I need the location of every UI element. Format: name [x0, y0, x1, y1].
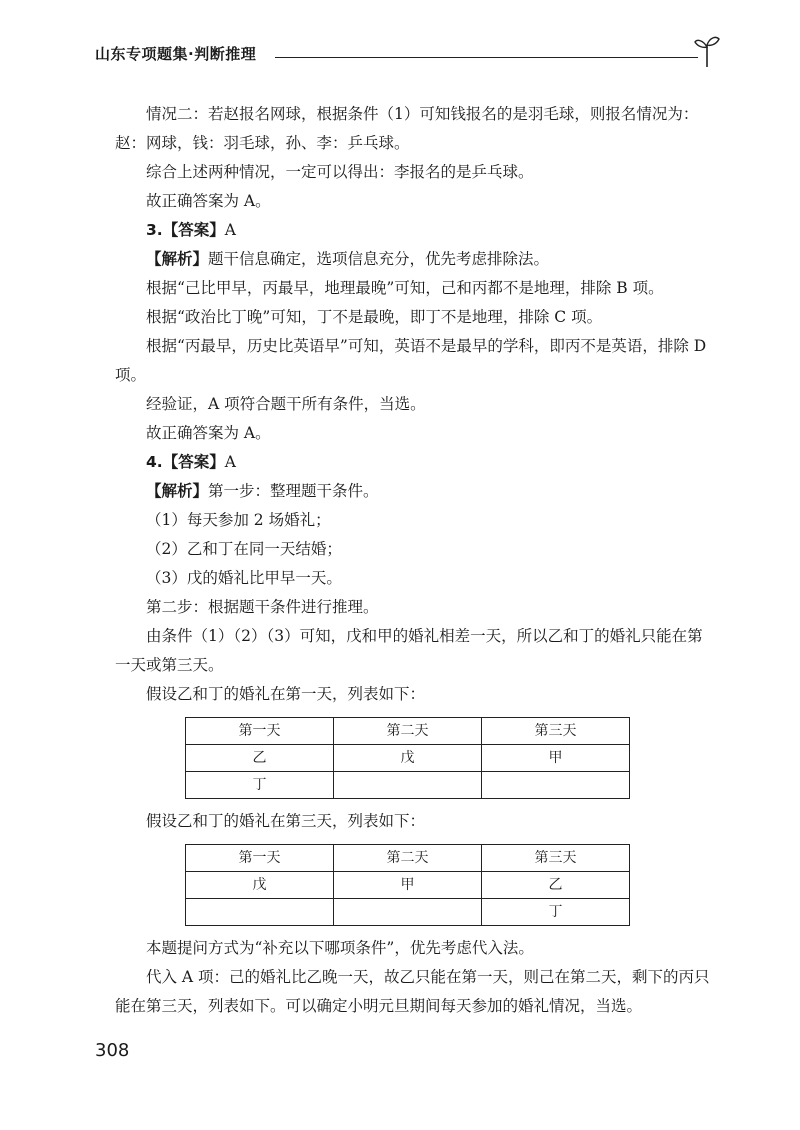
answer-value: A [224, 453, 236, 471]
condition-item: （1）每天参加 2 场婚礼； [146, 511, 331, 529]
paragraph: 根据“丙最早，历史比英语早”可知，英语不是最早的学科，即丙不是英语，排除 D 项。 [115, 337, 707, 384]
table-row [186, 899, 630, 926]
condition-item: （2）乙和丁在同一天结婚； [146, 540, 342, 558]
answer-line-4 [115, 448, 715, 477]
table-cell: 乙 [186, 745, 334, 772]
table-cell: 甲 [334, 872, 482, 899]
analysis-line [115, 245, 715, 274]
schedule-table-1 [185, 717, 630, 799]
paragraph: 故正确答案为 A。 [146, 424, 271, 442]
page-header [95, 34, 720, 74]
table-row [186, 772, 630, 799]
paragraph: 由条件（1）（2）（3）可知，戊和甲的婚礼相差一天，所以乙和丁的婚礼只能在第一天或第三天。 [115, 627, 703, 674]
header-title: 山东专项题集·判断推理 [95, 45, 257, 63]
condition-item: （3）戊的婚礼比甲早一天。 [146, 569, 342, 587]
header-rule [275, 57, 698, 58]
answer-line-3 [115, 216, 715, 245]
paragraph: 假设乙和丁的婚礼在第一天，列表如下： [146, 685, 426, 703]
answer-label: 【答案】 [162, 453, 225, 471]
paragraph: 本题提问方式为“补充以下哪项条件”，优先考虑代入法。 [146, 939, 534, 957]
table-cell [482, 772, 630, 799]
analysis-text: 题干信息确定，选项信息充分，优先考虑排除法。 [208, 250, 550, 268]
sprout-icon [694, 34, 720, 68]
paragraph: 第二步：根据题干条件进行推理。 [146, 598, 379, 616]
table-header-cell: 第一天 [186, 845, 334, 872]
page-number: 308 [95, 1040, 130, 1061]
question-number: 3. [146, 221, 163, 239]
main-content [115, 100, 715, 1021]
paragraph: 根据“己比甲早，丙最早，地理最晚”可知，己和丙都不是地理，排除 B 项。 [146, 279, 664, 297]
paragraph: 综合上述两种情况，一定可以得出：李报名的是乒乓球。 [146, 163, 534, 181]
paragraph: 根据“政治比丁晚”可知，丁不是最晚，即丁不是地理，排除 C 项。 [146, 308, 603, 326]
schedule-table-2 [185, 844, 630, 926]
table-header-cell: 第三天 [482, 845, 630, 872]
table-header-cell: 第二天 [334, 718, 482, 745]
analysis-text: 第一步：整理题干条件。 [208, 482, 379, 500]
analysis-label: 【解析】 [146, 482, 209, 500]
table-header-cell: 第一天 [186, 718, 334, 745]
table-header-cell: 第二天 [334, 845, 482, 872]
table-cell [334, 772, 482, 799]
table-row [186, 745, 630, 772]
table-row [186, 872, 630, 899]
table-header-cell: 第三天 [482, 718, 630, 745]
analysis-label: 【解析】 [146, 250, 209, 268]
answer-value: A [224, 221, 236, 239]
table-cell [334, 899, 482, 926]
table-cell [186, 899, 334, 926]
paragraph: 情况二：若赵报名网球，根据条件（1）可知钱报名的是羽毛球，则报名情况为：赵：网球，钱：羽毛球，孙、李：乒乓球。 [115, 105, 699, 152]
table-cell: 丁 [186, 772, 334, 799]
table-cell: 戊 [186, 872, 334, 899]
table-cell: 丁 [482, 899, 630, 926]
paragraph: 代入 A 项：己的婚礼比乙晚一天，故乙只能在第一天，则己在第二天，剩下的丙只能在第三天，列表如下。可以确定小明元旦期间每天参加的婚礼情况，当选。 [115, 968, 710, 1015]
paragraph: 假设乙和丁的婚礼在第三天，列表如下： [146, 812, 426, 830]
table-cell: 乙 [482, 872, 630, 899]
paragraph: 故正确答案为 A。 [146, 192, 271, 210]
answer-label: 【答案】 [162, 221, 225, 239]
paragraph: 经验证，A 项符合题干所有条件，当选。 [146, 395, 426, 413]
table-cell: 戊 [334, 745, 482, 772]
analysis-line [115, 477, 715, 506]
question-number: 4. [146, 453, 163, 471]
table-cell: 甲 [482, 745, 630, 772]
